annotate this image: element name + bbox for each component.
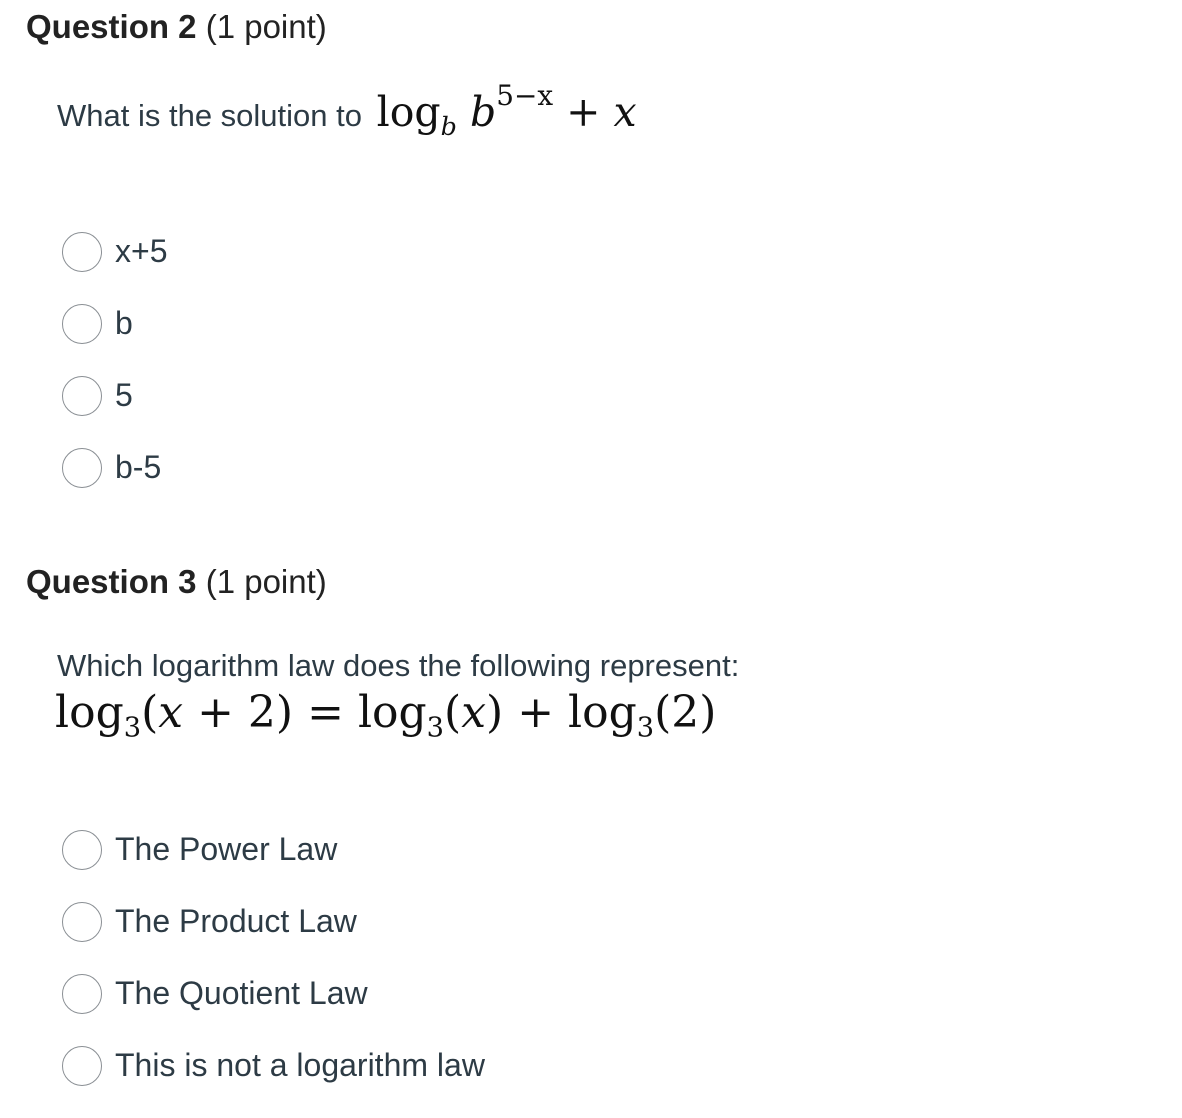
question-2-points: (1 point) <box>205 8 327 45</box>
radio-button[interactable] <box>62 304 102 344</box>
log-base: 3 <box>426 712 445 744</box>
radio-button[interactable] <box>62 830 102 870</box>
log-operator: log <box>568 687 637 738</box>
log-base: b <box>440 110 457 141</box>
variable-x: x <box>461 687 487 738</box>
log-operator: log <box>357 687 427 738</box>
question-2-header <box>26 8 327 46</box>
radio-button[interactable] <box>62 1046 102 1086</box>
answer-option[interactable] <box>62 448 167 520</box>
log-operator: log <box>55 687 124 738</box>
radio-button[interactable] <box>62 448 102 488</box>
radio-button[interactable] <box>62 974 102 1014</box>
log-base: 3 <box>636 712 655 744</box>
radio-button[interactable] <box>62 232 102 272</box>
answer-option[interactable] <box>62 974 485 1046</box>
answer-option[interactable] <box>62 830 485 902</box>
variable-x: x <box>158 687 184 738</box>
question-3-equation: $\log_3(x + 2) = \log_3(x) + \log_3(2)$ <box>55 687 717 744</box>
answer-option-label[interactable]: b <box>115 305 133 341</box>
answer-option-label[interactable]: The Quotient Law <box>115 975 368 1011</box>
radio-button[interactable] <box>62 902 102 942</box>
answer-option-label[interactable]: This is not a logarithm law <box>115 1047 485 1083</box>
question-3-header <box>26 563 327 601</box>
log-operator: log <box>376 88 441 136</box>
equals-sign: = <box>293 687 358 738</box>
question-2-equation <box>376 79 637 141</box>
question-2-title: Question 2 <box>26 8 197 45</box>
answer-option[interactable] <box>62 304 167 376</box>
log-base: 3 <box>123 712 142 744</box>
plus-sign: + <box>503 687 569 738</box>
answer-option-label[interactable]: 5 <box>115 377 133 413</box>
variable-x: x <box>613 88 637 136</box>
power-exponent: 5−x <box>496 79 554 113</box>
answer-option[interactable] <box>62 902 485 974</box>
answer-option-label[interactable]: b-5 <box>115 449 162 485</box>
question-2-options <box>62 232 167 520</box>
answer-option[interactable] <box>62 1046 485 1118</box>
power-base: b <box>469 88 497 136</box>
question-3-points: (1 point) <box>205 563 327 600</box>
answer-option[interactable] <box>62 376 167 448</box>
radio-button[interactable] <box>62 376 102 416</box>
answer-option-label[interactable]: The Product Law <box>115 903 357 939</box>
plus-sign: + <box>566 88 601 136</box>
answer-option-label[interactable]: The Power Law <box>115 831 338 867</box>
question-2-prompt-text: What is the solution to <box>57 98 362 133</box>
question-3-title: Question 3 <box>26 563 197 600</box>
answer-option[interactable] <box>62 232 167 304</box>
question-3-prompt: Which logarithm law does the following represent: <box>57 648 740 683</box>
question-3-options <box>62 830 485 1118</box>
answer-option-label[interactable]: x+5 <box>115 233 168 269</box>
question-2-prompt <box>57 79 637 141</box>
